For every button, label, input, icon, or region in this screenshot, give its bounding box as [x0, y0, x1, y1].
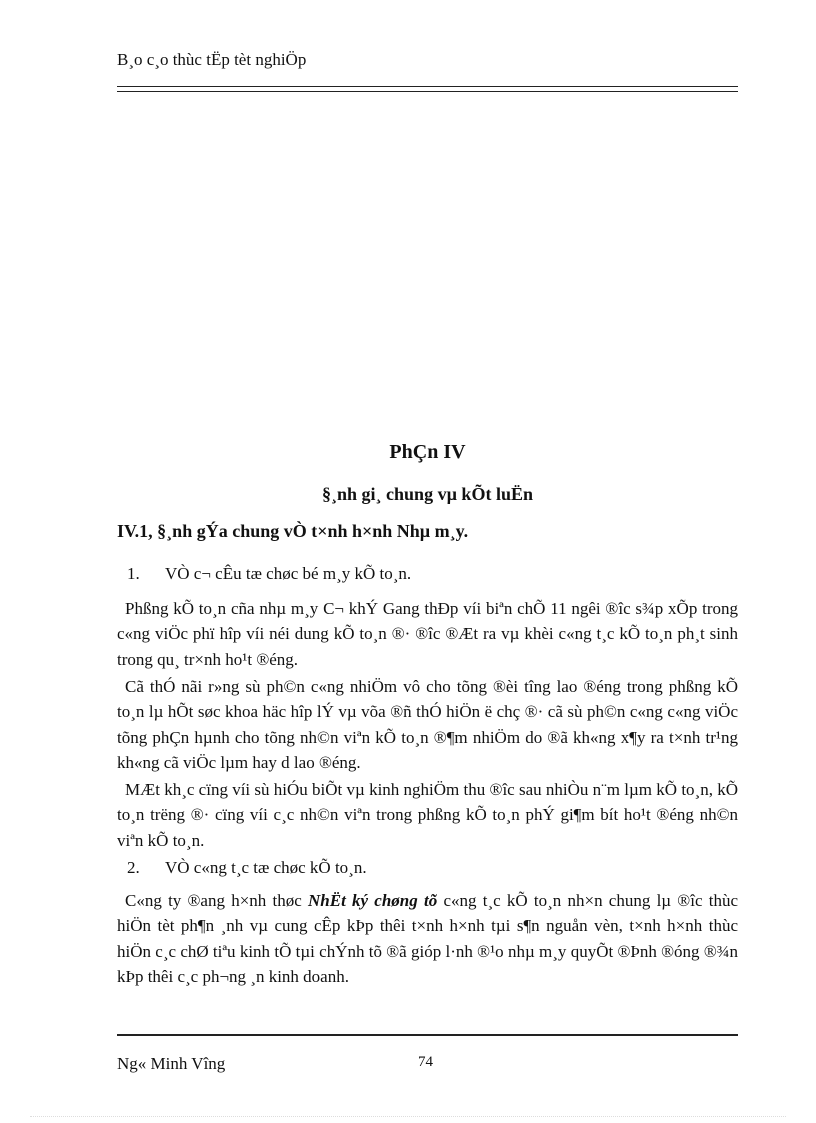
- page-number: 74: [418, 1054, 433, 1070]
- paragraph-2: Cã thÓ nãi r»ng sù ph©n c«ng nhiÖm vô cho tõng ®èi tîng lao ®éng trong phßng kÕ to¸n lµ hÕt søc khoa häc hîp lÝ vµ võa ®ñ thÓ hiÖn ë chç ®· cã sù ph©n c«ng c«ng viÖc tõng phÇn hµnh cho tõng nh©n viªn kÕ to¸n ®¶m nhiÖm do ®ã kh«ng x¶y ra t×nh tr¹ng kh«ng cã viÖc lµm hay d lao ®éng.: [117, 677, 738, 772]
- running-header: B¸o c¸o thùc tËp tèt nghiÖp: [117, 50, 307, 69]
- numbered-item-2: [127, 858, 367, 878]
- item-text: VÒ c«ng t¸c tæ chøc kÕ to¸n.: [165, 858, 367, 877]
- footer-author: Ng« Minh Vîng: [117, 1054, 226, 1073]
- numbered-item-1: [127, 564, 411, 584]
- page-edge-divider: [30, 1116, 786, 1117]
- emphasized-term: NhËt ký chøng tõ: [308, 891, 438, 910]
- paragraph-4-rest: c«ng t¸c kÕ to¸n nh×n chung lµ ®îc thùc hiÖn tèt ph¶n ¸nh vµ cung cÊp kÞp thêi t×nh h×nh tµi s¶n nguån vèn, t×nh h×nh thùc hiÖn c¸c chØ tiªu kinh tÕ tµi chÝnh tõ ®ã gióp l·nh ®¹o nhµ m¸y quyÕt ®Þnh ®óng ®¾n kÞp thêi c¸c ph¬ng ¸n kinh doanh.: [117, 891, 738, 986]
- item-number: 1.: [127, 564, 140, 583]
- item-number: 2.: [127, 858, 140, 877]
- header-double-rule: [117, 86, 738, 92]
- paragraph-1: Phßng kÕ to¸n cña nhµ m¸y C¬ khÝ Gang thÐp víi biªn chÕ 11 ngêi ®îc s¾p xÕp trong c«ng viÖc phï hîp víi néi dung kÕ to¸n ®· ®îc ®Æt ra vµ khèi c«ng t¸c kÕ to¸n ph¸t sinh trong qu¸ tr×nh ho¹t ®éng.: [117, 599, 738, 669]
- paragraph-3: MÆt kh¸c cïng víi sù hiÓu biÕt vµ kinh nghiÖm thu ®îc sau nhiÒu n¨m lµm kÕ to¸n, kÕ to¸n trëng ®· cïng víi c¸c nh©n viªn trong phßng kÕ to¸n phÝ gi¶m bít ho¹t ®éng nh©n viªn kÕ to¸n.: [117, 780, 738, 850]
- item-text: VÒ c¬ cÊu tæ chøc bé m¸y kÕ to¸n.: [165, 564, 412, 583]
- section-heading: IV.1, §¸nh gÝa chung vÒ t×nh h×nh Nhµ m¸y.: [117, 521, 469, 541]
- part-subtitle: §¸nh gi¸ chung vµ kÕt luËn: [322, 484, 533, 504]
- footer-rule: [117, 1034, 738, 1036]
- part-title: PhÇn IV: [389, 441, 466, 463]
- paragraph-4: [117, 888, 738, 989]
- paragraph-4-start: C«ng ty ®ang h×nh thøc: [125, 891, 309, 910]
